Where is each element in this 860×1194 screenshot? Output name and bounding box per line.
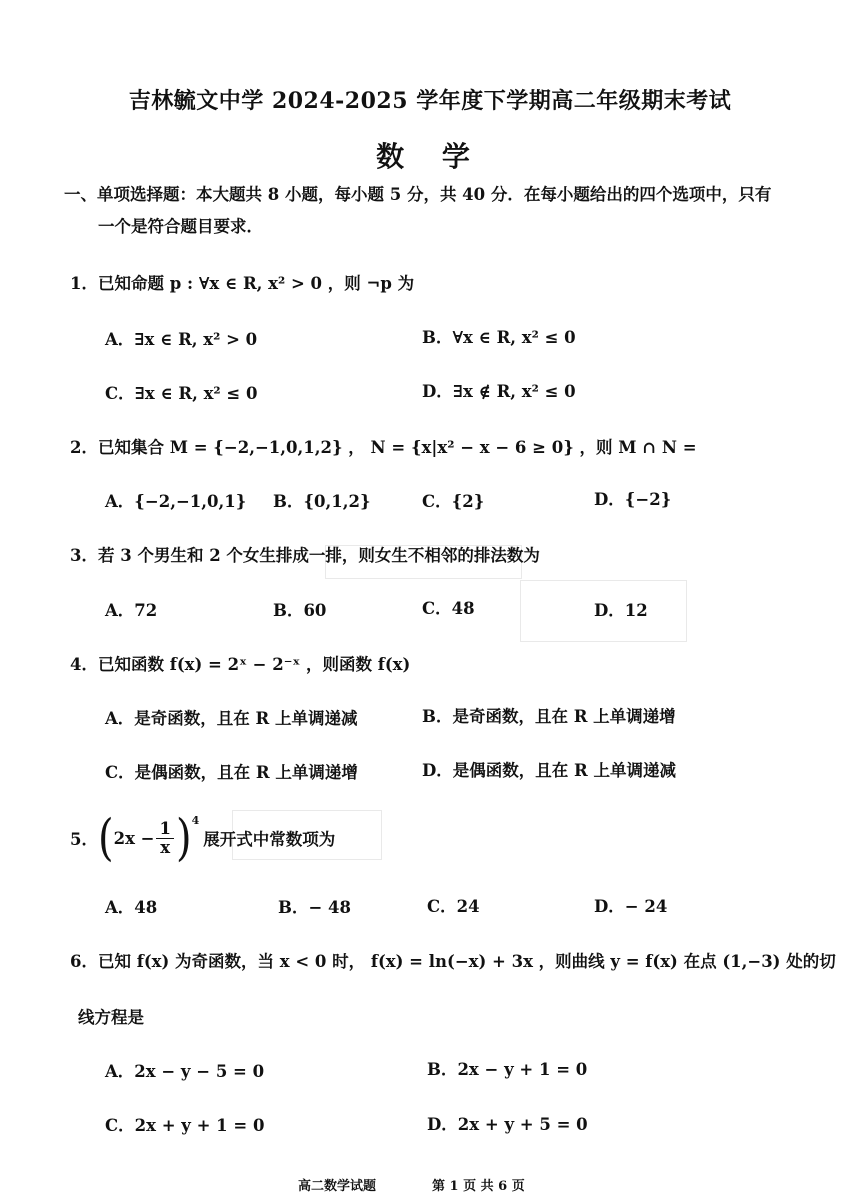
- q6-option-a: A．2x − y − 5 = 0: [105, 1062, 265, 1081]
- q6-option-c: C．2x + y + 1 = 0: [105, 1116, 265, 1135]
- q4-option-b: B．是奇函数，且在 R 上单调递增: [422, 707, 676, 726]
- fraction-denominator: x: [160, 837, 171, 857]
- q1-option-b: B．∀x ∈ R, x² ≤ 0: [422, 328, 576, 347]
- q3-option-d: D．12: [594, 601, 648, 620]
- q3-option-a: A．72: [105, 601, 158, 620]
- q4-option-c: C．是偶函数，且在 R 上单调递增: [105, 763, 358, 782]
- question-5-text: 展开式中常数项为: [203, 830, 336, 849]
- exponent: 4: [191, 814, 200, 827]
- q2-option-b: B．{0,1,2}: [273, 492, 371, 511]
- q6-option-b: B．2x − y + 1 = 0: [427, 1060, 588, 1079]
- q2-option-c: C．{2}: [422, 492, 485, 511]
- q2-option-a: A．{−2,−1,0,1}: [105, 492, 247, 511]
- question-3-stem: 3．若 3 个男生和 2 个女生排成一排，则女生不相邻的排法数为: [70, 546, 540, 565]
- q1-option-d: D．∃x ∉ R, x² ≤ 0: [422, 382, 576, 401]
- question-6-stem-cont: 线方程是: [78, 1008, 144, 1027]
- right-paren: ): [175, 809, 192, 867]
- q5-option-d: D．− 24: [594, 897, 668, 916]
- exam-title: 吉林毓文中学 2024-2025 学年度下学期高二年级期末考试: [128, 88, 732, 114]
- footer-subject: 高二数学试题: [298, 1179, 377, 1194]
- q5-option-a: A．48: [105, 898, 158, 917]
- question-2-stem: 2．已知集合 M = {−2,−1,0,1,2} ， N = {x|x² − x − 6 ≥ 0} ，则 M ∩ N =: [70, 438, 697, 457]
- fraction: [156, 820, 173, 856]
- question-5-stem: [70, 809, 336, 867]
- left-paren: (: [97, 809, 114, 867]
- q1-option-a: A．∃x ∈ R, x² > 0: [105, 330, 258, 349]
- fraction-numerator: 1: [156, 820, 173, 838]
- question-6-stem: 6．已知 f(x) 为奇函数，当 x < 0 时， f(x) = ln(−x) + 3x ，则曲线 y = f(x) 在点 (1,−3) 处的切: [70, 952, 836, 971]
- question-number: 5．: [70, 830, 98, 849]
- q4-option-d: D．是偶函数，且在 R 上单调递减: [422, 761, 677, 780]
- q4-option-a: A．是奇函数，且在 R 上单调递减: [105, 709, 358, 728]
- q1-option-c: C．∃x ∈ R, x² ≤ 0: [105, 384, 258, 403]
- subject-title: 数 学: [376, 140, 484, 173]
- q5-option-b: B．− 48: [278, 898, 351, 917]
- section-instruction-cont: 一个是符合题目要求．: [98, 217, 263, 236]
- footer-page-number: 第 1 页 共 6 页: [432, 1179, 525, 1194]
- q3-option-b: B．60: [273, 601, 327, 620]
- q2-option-d: D．{−2}: [594, 490, 672, 509]
- q3-option-c: C．48: [422, 599, 475, 618]
- question-1-stem: 1．已知命题 p : ∀x ∈ R, x² > 0 ，则 ¬p 为: [70, 274, 415, 293]
- binomial-term: 2x −: [113, 828, 155, 848]
- section-instruction: 一、单项选择题：本大题共 8 小题，每小题 5 分，共 40 分．在每小题给出的四个选项中，只有: [64, 185, 772, 204]
- q5-option-c: C．24: [427, 897, 480, 916]
- question-4-stem: 4．已知函数 f(x) = 2ˣ − 2⁻ˣ ，则函数 f(x): [70, 655, 411, 674]
- q6-option-d: D．2x + y + 5 = 0: [427, 1115, 588, 1134]
